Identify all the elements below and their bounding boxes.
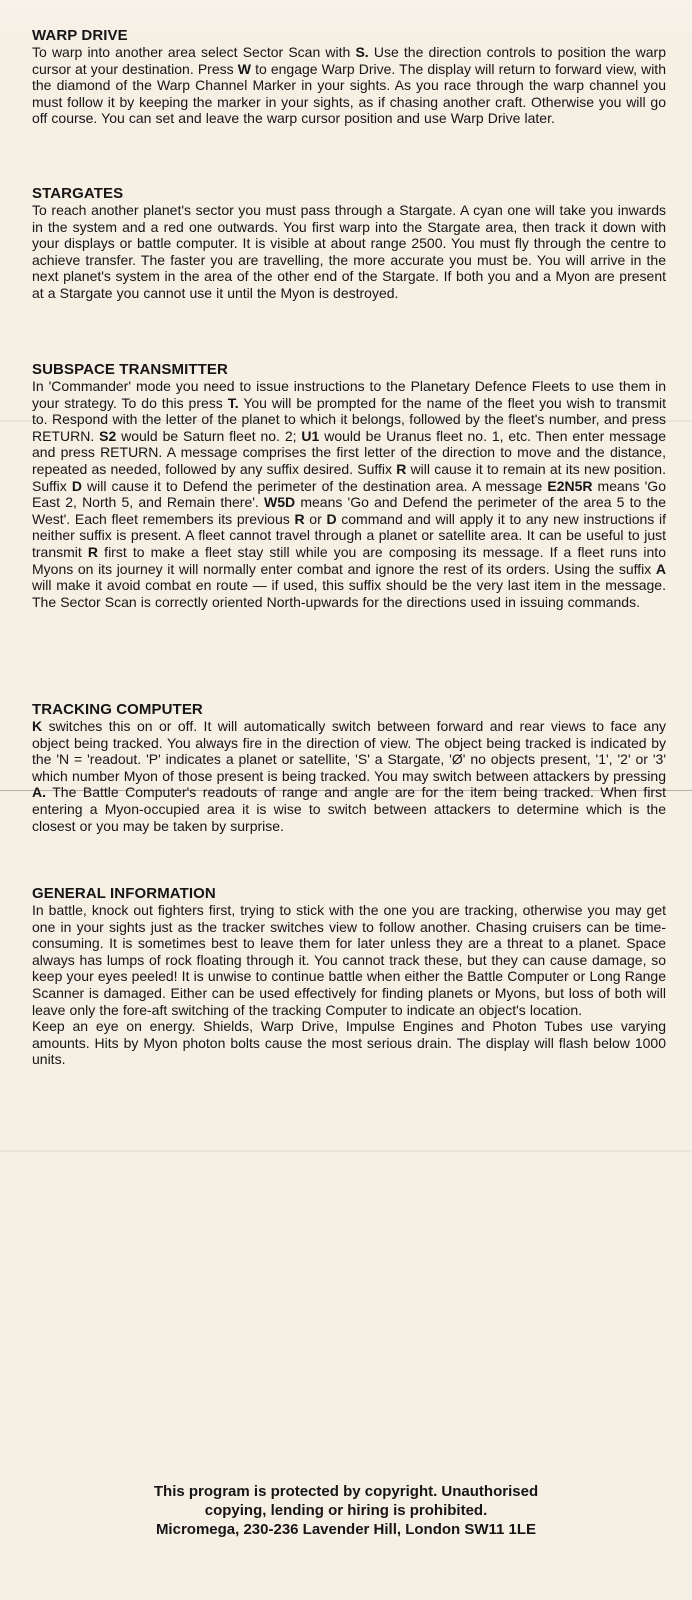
key-command: A. — [32, 784, 46, 801]
section-heading: WARP DRIVE — [32, 27, 128, 44]
section-heading: TRACKING COMPUTER — [32, 701, 203, 718]
fold-crease — [0, 1150, 692, 1152]
body-text: You will be prompted for the name of the fleet you wish to transmit to. Respond with the letter of the planet to which it belongs, followed by the fleet's number, and press RETURN. — [32, 394, 666, 444]
section-stargates — [32, 185, 666, 302]
body-text: In battle, knock out fighters first, trying to stick with the one you are tracking, otherwise you may get one in your sights just as the tracker switches view to follow another. Chasing cruisers can be time-consuming. It is sometimes best to leave them for later unless they are a threat to a planet. Space always has lumps of rock floating through it. You cannot track these, but they can cause damage, so keep your eyes peeled! It is unwise to continue battle when either the Battle Computer or Long Range Scanner is damaged. Either can be used effectively for finding planets or Myons, but loss of both will leave only the fore-aft switching of the tracking Computer to indicate an object's location. — [32, 902, 666, 1018]
body-text: means 'Go and Defend the perimeter of the area 5 to the West'. Each fleet remembers its previous — [32, 494, 666, 527]
section-general-information — [32, 885, 666, 1068]
body-text: to engage Warp Drive. The display will return to forward view, with the diamond of the Warp Channel Marker in your sights. As you race through the warp channel you must follow it by keeping the marker in your sights, as if chasing another craft. Otherwise you will go off course. You can set and leave the warp cursor position and use Warp Drive later. — [32, 60, 666, 127]
section-subspace-transmitter — [32, 361, 666, 610]
copyright-line: copying, lending or hiring is prohibited. — [204, 1502, 488, 1519]
body-text: Keep an eye on energy. Shields, Warp Drive, Impulse Engines and Photon Tubes use varying amounts. Hits by Myon photon bolts cause the most serious drain. The display will flash below 1000 units. — [32, 1018, 666, 1068]
body-text: The Battle Computer's readouts of range and angle are for the item being tracked. When first entering a Myon-occupied area it is wise to switch between attackers to determine which is the closest or you may be taken by surprise. — [32, 784, 666, 834]
section-heading: SUBSPACE TRANSMITTER — [32, 361, 228, 378]
section-body — [32, 718, 666, 834]
body-text: would be Saturn fleet no. 2; — [116, 427, 302, 444]
key-command: E2N5R — [547, 477, 593, 494]
body-text: or — [304, 510, 327, 527]
copyright-notice — [60, 1482, 632, 1539]
key-command: A — [655, 560, 666, 577]
section-body — [32, 902, 666, 1018]
body-text: Use the direction controls to position the warp cursor at your destination. Press — [32, 44, 666, 77]
key-command: W — [237, 60, 251, 77]
key-command: D — [71, 477, 82, 494]
key-command: D — [326, 510, 337, 527]
key-command: S2 — [99, 427, 117, 444]
section-tracking-computer — [32, 701, 666, 834]
key-command: R — [294, 510, 305, 527]
body-text: will cause it to remain at its new position. Suffix — [32, 460, 666, 494]
key-command: R — [87, 543, 99, 560]
body-text: would be Uranus fleet no. 1, etc. Then enter message and press RETURN. A message comprises the first letter of the direction to move and the distance, repeated as needed, followed by any suffix desired. Suffix — [32, 427, 666, 477]
key-command: K — [32, 718, 43, 734]
section-body — [32, 44, 666, 127]
key-command: S. — [355, 44, 369, 60]
key-command: R — [396, 460, 407, 477]
publisher-address: Micromega, 230-236 Lavender Hill, London SW11 1LE — [155, 1521, 537, 1538]
body-text: In 'Commander' mode you need to issue instructions to the Planetary Defence Fleets to use them in your strategy. To do this press — [32, 378, 666, 411]
body-text: will make it avoid combat en route — if used, this suffix should be the very last item in the message. The Sector Scan is correctly oriented North-upwards for the directions used in issuing commands. — [32, 577, 666, 610]
section-heading: GENERAL INFORMATION — [32, 885, 216, 902]
key-command: U1 — [301, 427, 320, 444]
section-warp-drive — [32, 27, 666, 127]
body-text: switches this on or off. It will automatically switch between forward and rear views to face any object being tracked. You always fire in the direction of view. The object being tracked is indicated by the 'N = 'readout. 'P' indicates a planet or satellite, 'S' a Stargate, 'Ø' no objects present, '1', '2' or '3' which number Myon of those present is being tracked. You may switch between attackers by pressing — [32, 718, 666, 784]
body-text: To warp into another area select Sector Scan with — [32, 44, 356, 60]
section-heading: STARGATES — [32, 185, 124, 202]
body-text: first to make a fleet stay still while you are composing its message. If a fleet runs into Myons on its journey it will normally enter combat and ignore the rest of its orders. Using the suffix — [32, 543, 666, 577]
key-command: W5D — [264, 494, 296, 511]
body-text: To reach another planet's sector you must pass through a Stargate. A cyan one will take you inwards in the system and a red one outwards. You first warp into the Stargate area, then track it down with your displays or battle computer. It is visible at about range 2500. You must fly through the centre to achieve transfer. The faster you are travelling, the more accurate you must be. You will arrive in the next planet's system in the area of the other end of the Stargate. If both you and a Myon are present at a Stargate you cannot use it until the Myon is destroyed. — [32, 202, 666, 301]
copyright-line: This program is protected by copyright. Unauthorised — [153, 1483, 539, 1500]
section-body — [32, 1018, 666, 1068]
section-body — [32, 378, 666, 610]
key-command: T. — [227, 394, 239, 411]
body-text: will cause it to Defend the perimeter of the destination area. A message — [81, 477, 548, 494]
body-text: command and will apply it to any new instructions if neither suffix is present. A fleet cannot travel through a planet or satellite area. It can be useful to just transmit — [32, 510, 666, 560]
section-body — [32, 202, 666, 302]
body-text: means 'Go East 2, North 5, and Remain there'. — [32, 477, 666, 511]
